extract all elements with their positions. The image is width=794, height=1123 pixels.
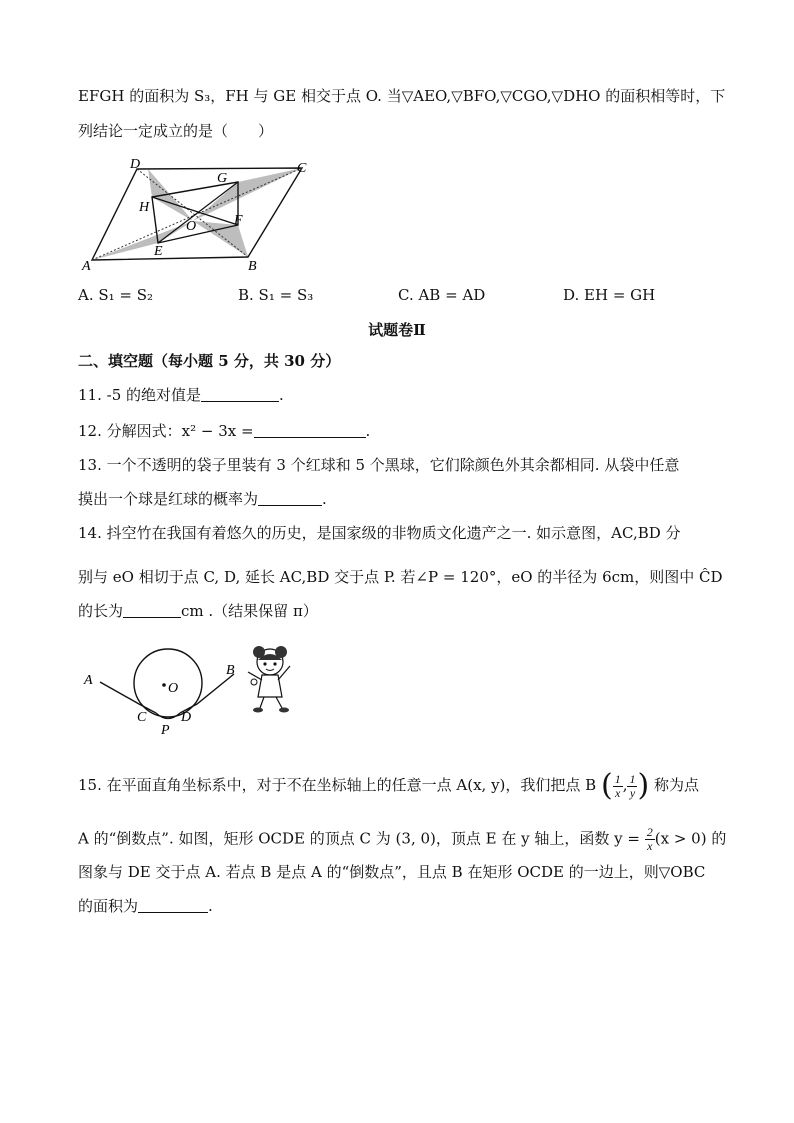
cartoon-girl-illustration <box>248 646 290 713</box>
q11-suffix: . <box>279 386 284 404</box>
q15-line3: 图象与 DE 交于点 A. 若点 B 是点 A 的“倒数点”，且点 B 在矩形 OCDE 的一边上，则▽OBC <box>78 863 706 881</box>
q15-line2 <box>78 826 726 853</box>
q14-text: 的长为 <box>78 602 124 620</box>
label-e: E <box>154 244 163 259</box>
label-o: O <box>186 219 197 234</box>
option-c: C. AB = AD <box>398 286 486 304</box>
q15-line1: 15. 在平面直角坐标系中，对于不在坐标轴上的任意一点 A(x, y)，我们把点 B ( $\frac{1}{x}$ , $\frac{1}{y}$ ) 称为点 <box>78 768 699 803</box>
option-d: D. EH = GH <box>563 286 656 304</box>
label-o: O <box>168 681 179 696</box>
q15-line2-suffix: (x > 0) 的 <box>654 829 727 848</box>
q10-line2: 列结论一定成立的是（ ） <box>78 122 274 140</box>
q13-text: 摸出一个球是红球的概率为 <box>78 490 259 508</box>
tangent-line-ac <box>100 682 156 713</box>
question-12 <box>78 421 370 441</box>
label-c: C <box>137 710 147 725</box>
label-c: C <box>297 161 307 176</box>
q13-line2 <box>78 489 327 509</box>
q15-line1-suffix: 称为点 <box>653 776 699 794</box>
label-b: B <box>248 259 257 273</box>
fraction-1-over-x: $\frac{1}{x}$ <box>614 771 621 800</box>
label-p: P <box>161 723 170 738</box>
label-a: A <box>82 259 91 273</box>
q15-line2-text: A 的“倒数点”. 如图，矩形 OCDE 的顶点 C 为 (3, 0)，顶点 E 在 y 轴上，函数 y = <box>78 829 640 848</box>
q13-suffix: . <box>322 490 327 508</box>
label-a: A <box>84 673 93 688</box>
q15-answer-blank[interactable] <box>138 898 208 913</box>
label-d: D <box>181 710 192 725</box>
q13-answer-blank[interactable] <box>258 491 322 506</box>
q14-line3 <box>78 601 318 621</box>
q10-line1: EFGH 的面积为 S₃，FH 与 GE 相交于点 O. 当▽AEO,▽BFO,▽CGO,▽DHO 的面积相等时，下 <box>78 87 726 105</box>
section-title: 试题卷Ⅱ <box>368 321 426 339</box>
option-b: B. S₁ = S₃ <box>238 286 314 304</box>
q11-answer-blank[interactable] <box>201 387 279 402</box>
parallelogram-figure <box>80 158 320 273</box>
q14-answer-blank[interactable] <box>123 603 181 618</box>
section-heading: 二、填空题（每小题 5 分，共 30 分） <box>78 352 341 370</box>
diabolo-figure <box>80 640 310 740</box>
q15-line4 <box>78 896 213 916</box>
q14-suffix: cm .（结果保留 π） <box>181 602 318 620</box>
label-d: D <box>130 158 141 172</box>
q12-answer-blank[interactable] <box>254 423 366 438</box>
tangent-line-bd <box>180 674 234 713</box>
q14-line1: 14. 抖空竹在我国有着悠久的历史，是国家级的非物质文化遗产之一. 如示意图，AC,BD 分 <box>78 524 681 542</box>
shaded-triangle-aeo <box>92 221 193 260</box>
label-b: B <box>226 663 235 678</box>
option-a: A. S₁ = S₂ <box>78 286 154 304</box>
q13-line1: 13. 一个不透明的袋子里装有 3 个红球和 5 个黑球，它们除颜色外其余都相同. 从袋中任意 <box>78 456 680 474</box>
center-o-dot <box>162 683 166 687</box>
q15-text: 的面积为 <box>78 897 139 915</box>
fraction-1-over-y: $\frac{1}{y}$ <box>629 771 636 800</box>
q12-suffix: . <box>365 422 371 440</box>
q12-text: 12. 分解因式：x² − 3x = <box>78 422 254 440</box>
fraction-2-over-x: $\frac{2}{x}$ <box>646 825 653 853</box>
question-11 <box>78 385 284 405</box>
q14-line2: 别与 eO 相切于点 C, D, 延长 AC,BD 交于点 P. 若∠P = 120°，eO 的半径为 6cm，则图中 ĈD <box>78 568 723 586</box>
q15-suffix: . <box>208 897 213 915</box>
q11-text: 11. -5 的绝对值是 <box>78 386 202 404</box>
label-f: F <box>234 213 243 228</box>
q15-line1-text: 15. 在平面直角坐标系中，对于不在坐标轴上的任意一点 A(x, y)，我们把点 B <box>78 776 597 794</box>
label-h: H <box>139 200 150 215</box>
label-g: G <box>217 171 228 186</box>
